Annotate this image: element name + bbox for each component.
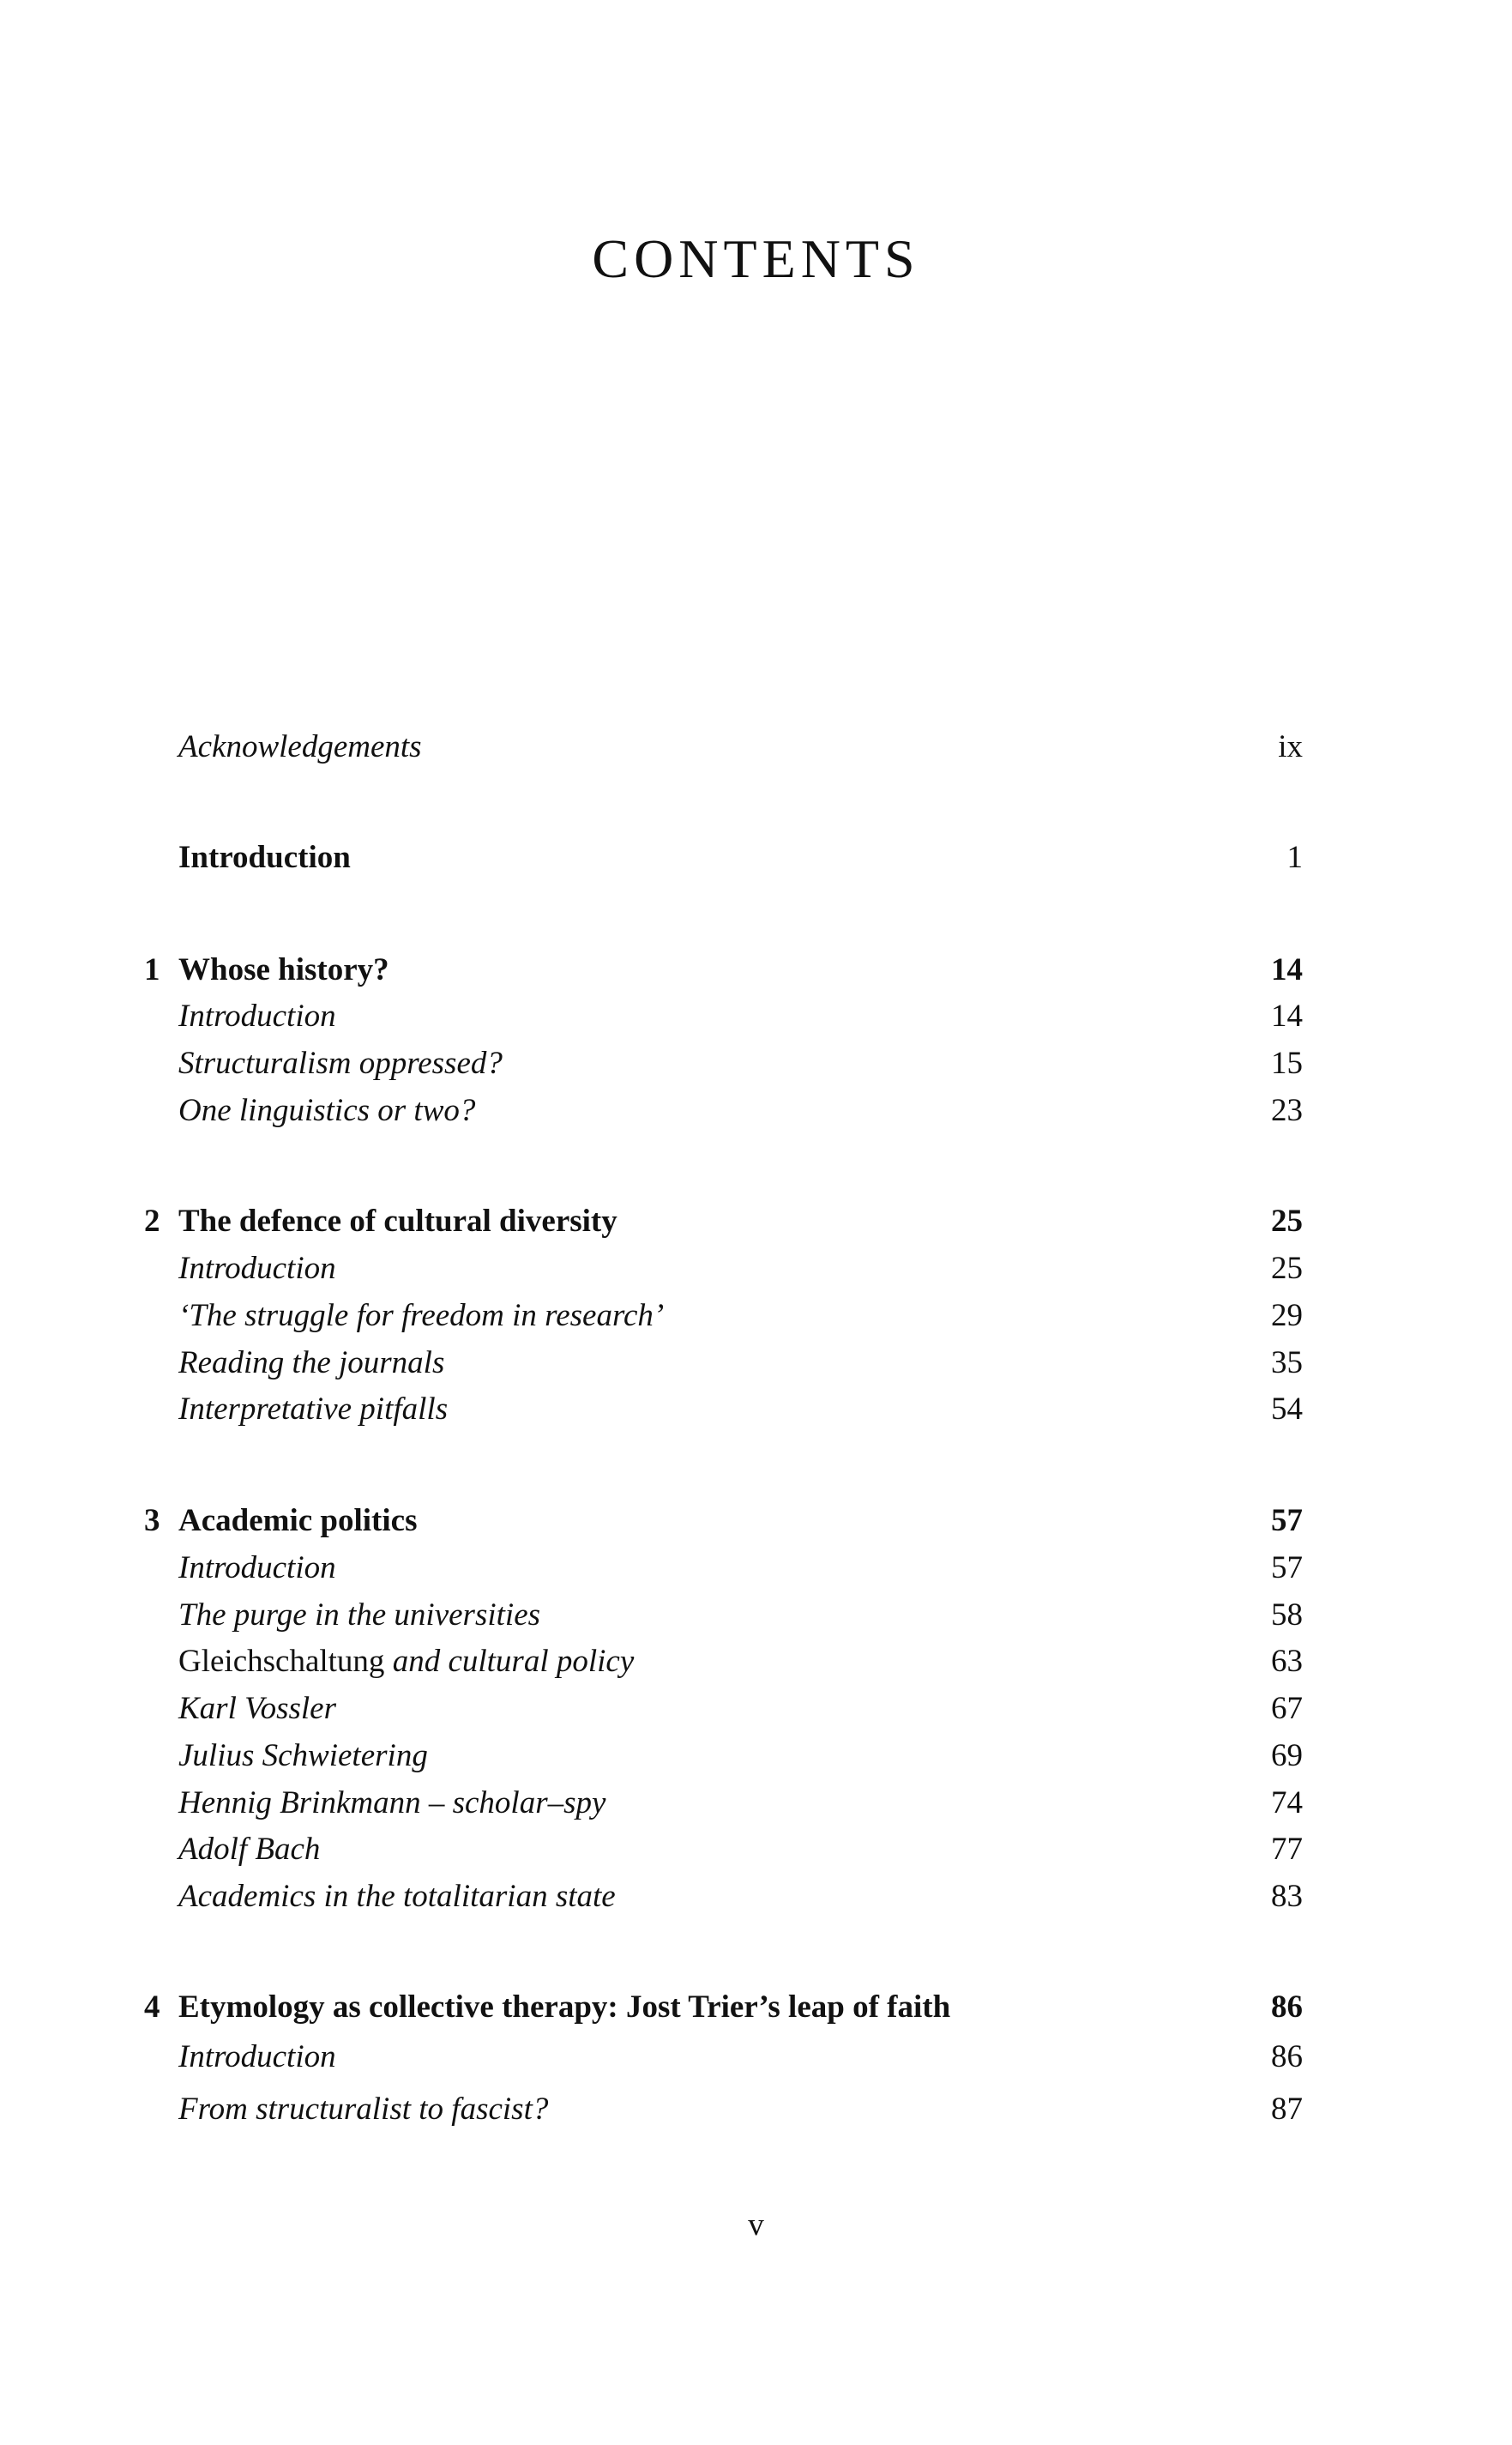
section-label: The purge in the universities — [178, 1597, 541, 1633]
section-label: Julius Schwietering — [178, 1738, 428, 1773]
toc-entry-acknowledgements[interactable] — [0, 723, 1512, 771]
chapter-title: The defence of cultural diversity — [178, 1204, 617, 1239]
toc-section[interactable] — [0, 1779, 1512, 1827]
section-label: Reading the journals — [178, 1345, 445, 1380]
chapter-page: 25 — [1271, 1204, 1303, 1239]
section-page: 63 — [1271, 1644, 1303, 1679]
toc-section[interactable] — [0, 993, 1512, 1041]
section-label — [178, 1638, 634, 1686]
toc-entry-introduction[interactable] — [0, 834, 1512, 882]
section-label: Academics in the totalitarian state — [178, 1879, 616, 1914]
section-label: Interpretative pitfalls — [178, 1392, 449, 1427]
chapter-number: 4 — [144, 1989, 160, 2025]
section-page: 77 — [1271, 1832, 1303, 1867]
section-label: Introduction — [178, 1251, 336, 1286]
section-label: From structuralist to fascist? — [178, 2092, 549, 2127]
section-page: 23 — [1271, 1093, 1303, 1128]
toc-entry-label: Introduction — [178, 840, 351, 875]
toc-section[interactable] — [0, 1339, 1512, 1387]
section-label: Introduction — [178, 999, 336, 1034]
chapter-number: 2 — [144, 1204, 160, 1239]
page-folio: v — [748, 2207, 764, 2243]
toc-section[interactable] — [0, 1732, 1512, 1780]
toc-section[interactable] — [0, 2033, 1512, 2081]
toc-section[interactable] — [0, 1292, 1512, 1340]
toc-entry-page: 1 — [1286, 840, 1303, 875]
section-page: 14 — [1271, 999, 1303, 1034]
toc-section[interactable] — [0, 1245, 1512, 1293]
toc-section[interactable] — [0, 1544, 1512, 1592]
section-page: 54 — [1271, 1392, 1303, 1427]
section-page: 87 — [1271, 2092, 1303, 2127]
toc-chapter-3[interactable] — [0, 1497, 1512, 1545]
section-label: Introduction — [178, 1550, 336, 1585]
section-page: 58 — [1271, 1597, 1303, 1633]
section-page: 35 — [1271, 1345, 1303, 1380]
toc-section[interactable] — [0, 1638, 1512, 1686]
toc-section[interactable] — [0, 1591, 1512, 1639]
toc-entry-label: Acknowledgements — [178, 729, 422, 764]
chapter-title: Etymology as collective therapy: Jost Trier’s leap of faith — [178, 1989, 951, 2025]
chapter-page: 14 — [1271, 952, 1303, 987]
chapter-title: Whose history? — [178, 952, 389, 987]
toc-chapter-4[interactable] — [0, 1983, 1512, 2031]
section-label: Structuralism oppressed? — [178, 1046, 503, 1081]
toc-chapter-1[interactable] — [0, 946, 1512, 994]
section-page: 57 — [1271, 1550, 1303, 1585]
section-page: 29 — [1271, 1298, 1303, 1333]
section-label: ‘The struggle for freedom in research’ — [178, 1298, 665, 1333]
section-label: Hennig Brinkmann – scholar–spy — [178, 1785, 606, 1820]
toc-section[interactable] — [0, 1040, 1512, 1088]
toc-section[interactable] — [0, 1826, 1512, 1874]
chapter-number: 1 — [144, 952, 160, 987]
section-page: 25 — [1271, 1251, 1303, 1286]
section-label: One linguistics or two? — [178, 1093, 476, 1128]
section-page: 74 — [1271, 1785, 1303, 1820]
toc-entry-page: ix — [1278, 729, 1303, 764]
section-label: Introduction — [178, 2039, 336, 2074]
chapter-page: 57 — [1271, 1503, 1303, 1538]
toc-section[interactable] — [0, 1386, 1512, 1434]
section-label-roman: Gleichschaltung — [178, 1644, 385, 1679]
section-page: 86 — [1271, 2039, 1303, 2074]
section-label: Karl Vossler — [178, 1691, 337, 1726]
toc-section[interactable] — [0, 1873, 1512, 1921]
toc-chapter-2[interactable] — [0, 1198, 1512, 1246]
page-title: CONTENTS — [592, 228, 920, 289]
chapter-title: Academic politics — [178, 1503, 418, 1538]
toc-section[interactable] — [0, 1087, 1512, 1135]
chapter-number: 3 — [144, 1503, 160, 1538]
section-page: 67 — [1271, 1691, 1303, 1726]
section-page: 83 — [1271, 1879, 1303, 1914]
chapter-page: 86 — [1271, 1989, 1303, 2025]
section-label-italic: and cultural policy — [392, 1644, 635, 1679]
section-page: 15 — [1271, 1046, 1303, 1081]
section-label: Adolf Bach — [178, 1832, 321, 1867]
toc-section[interactable] — [0, 2086, 1512, 2134]
section-page: 69 — [1271, 1738, 1303, 1773]
toc-section[interactable] — [0, 1685, 1512, 1733]
